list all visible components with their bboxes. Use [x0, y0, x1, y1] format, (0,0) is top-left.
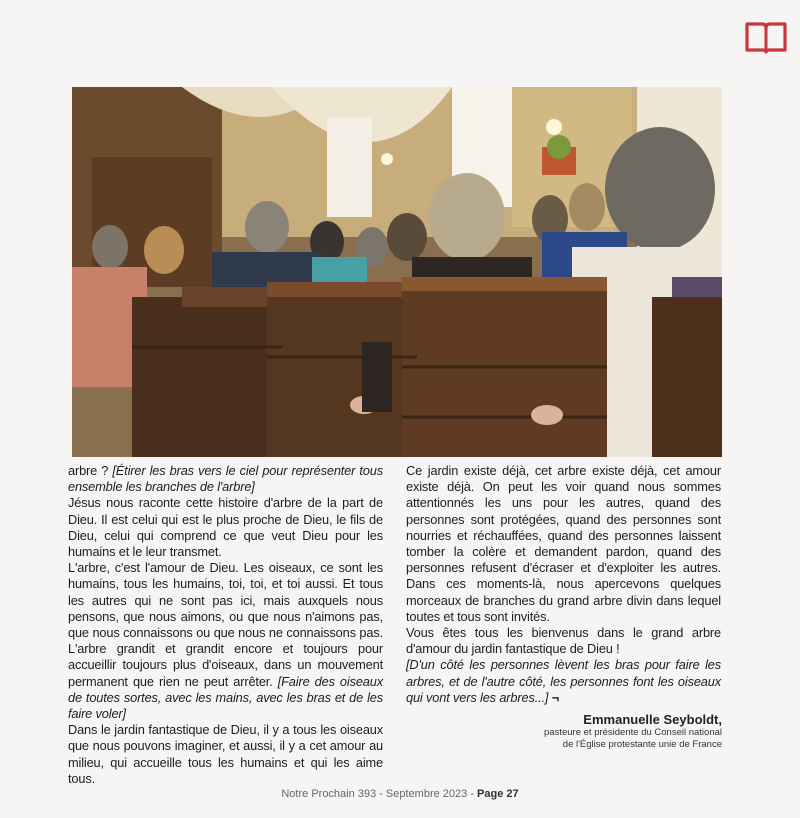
church-congregation-photo	[72, 87, 722, 457]
paragraph: Dans le jardin fantastique de Dieu, il y a tous les oiseaux que nous pouvons imaginer, et aussi, il y a cet amour au milieu, qui accueille tous les humains et qui les aime tous.	[68, 722, 383, 786]
page-footer	[0, 788, 800, 800]
stage-direction: [Faire des oiseaux de toutes sortes, avec les mains, avec les bras et de les faire voler]	[68, 673, 383, 722]
stage-direction: [D'un côté les personnes lèvent les bras pour faire les arbres, et de l'autre côté, les personnes font les oiseaux qui vont vers les arbres...]	[406, 657, 721, 705]
paragraph: Vous êtes tous les bienvenus dans le grand arbre d'amour du jardin fantastique de Dieu !	[406, 625, 721, 657]
paragraph	[406, 657, 721, 706]
article-left-column	[68, 463, 383, 787]
author-name: Emmanuelle Seyboldt,	[583, 712, 722, 727]
author-role: pasteure et présidente du Conseil national	[544, 727, 722, 738]
footer-publication: Notre Prochain 393 - Septembre 2023 -	[281, 788, 478, 800]
end-of-article-mark: ¬	[548, 689, 560, 705]
book-icon	[744, 20, 788, 54]
paragraph: Ce jardin existe déjà, cet arbre existe déjà, cet amour existe déjà. On peut les voir quand nous sommes attentionnés les uns pour les autres, quand des personnes sont protégées, quand des personnes sont nourries et réchauffées, quand des personnes laissent tomber la colère et demandent pardon, quand des personnes refusent d'écraser et d'exploiter les autres. Dans ces moments-là, nous apercevons quelques morceaux de branches du grand arbre divin dans lequel toutes et tous sont invités.	[406, 463, 721, 624]
paragraph: Jésus nous raconte cette histoire d'arbre de la part de Dieu. Il est celui qui est le plus proche de Dieu, le fils de Dieu, celui qui comprend ce que veut Dieu pour les humains et le leur transmet.	[68, 495, 383, 560]
article-right-column	[406, 463, 721, 706]
page-number: Page 27	[477, 788, 519, 800]
paragraph-text: arbre ?	[68, 463, 113, 478]
author-role-continued: de l'Église protestante unie de France	[562, 739, 722, 750]
paragraph	[68, 463, 383, 495]
stage-direction: [Étirer les bras vers le ciel pour représenter tous ensemble les branches de l'arbre]	[68, 463, 383, 495]
author-signature	[500, 712, 722, 751]
paragraph	[68, 560, 383, 722]
paragraph-text: L'arbre, c'est l'amour de Dieu. Les oiseaux, ce sont les humains, tous les humains, toi, toi, et toi aussi. Et tous les autres qui ne sont pas ici, mais auxquels nous pensons, que nous aimons, ou que nous n'aimons pas, que nous connaissons ou que nous ne connaissons pas. L'arbre grandit et grandit encore et toujours pour accueillir toujours plus d'oiseaux, dans un mouvement permanent que rien ne peut arrêter.	[68, 560, 383, 689]
